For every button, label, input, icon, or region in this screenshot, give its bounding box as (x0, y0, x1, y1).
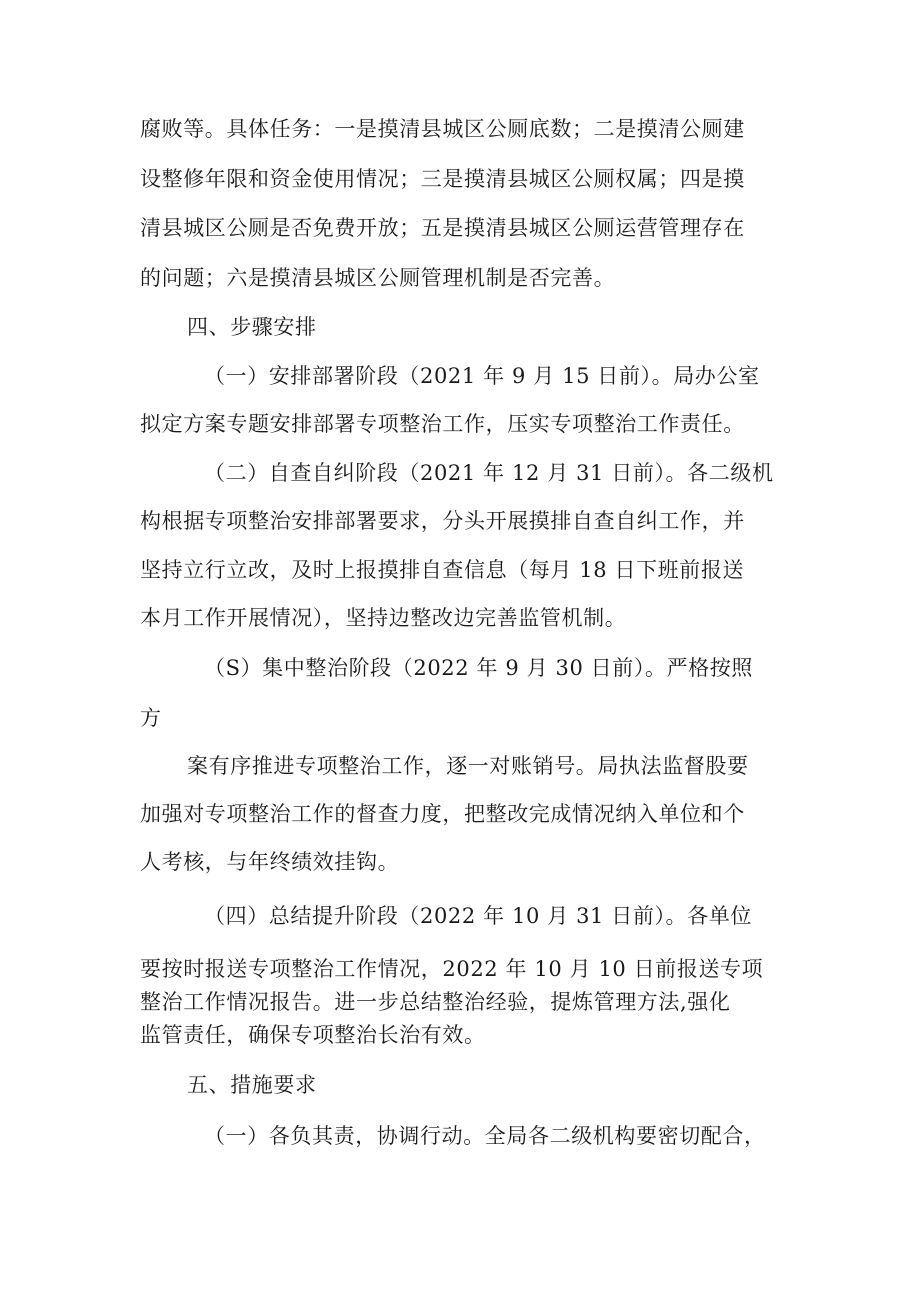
paragraph-line: 案有序推进专项整治工作，逐一对账销号。局执法监督股要 (187, 754, 749, 778)
paragraph-line: （S）集中整治阶段（2022 年 9 月 30 日前）。严格按照 (204, 656, 753, 680)
paragraph-line: 本月工作开展情况），坚持边整改边完善监管机制。 (140, 606, 627, 630)
paragraph-line: 方 (140, 706, 162, 730)
section-heading: 五、措施要求 (187, 1073, 317, 1097)
paragraph-line: 坚持立行立改，及时上报摸排自查信息（每月 18 日下班前报送 (140, 558, 745, 582)
paragraph-line: 人考核，与年终绩效挂钩。 (140, 850, 400, 874)
paragraph-line: （一）各负其责，协调行动。全局各二级机构要密切配合， (204, 1124, 766, 1148)
paragraph-line: 设整修年限和资金使用情况；三是摸清县城区公厕权属；四是摸 (140, 167, 745, 191)
paragraph-line: （二）自查自纠阶段（2021 年 12 月 31 日前）。各二级机 (204, 461, 774, 485)
paragraph-line: 监管责任，确保专项整治长治有效。 (140, 1023, 486, 1047)
section-heading: 四、步骤安排 (187, 315, 317, 339)
paragraph-line: 加强对专项整治工作的督查力度，把整改完成情况纳入单位和个 (140, 802, 745, 826)
paragraph-line: （四）总结提升阶段（2022 年 10 月 31 日前）。各单位 (204, 904, 752, 928)
paragraph-line: 腐败等。具体任务：一是摸清县城区公厕底数；二是摸清公厕建 (140, 117, 745, 141)
paragraph-line: 拟定方案专题安排部署专项整治工作，压实专项整治工作责任。 (140, 412, 745, 436)
paragraph-line: 构根据专项整治安排部署要求，分头开展摸排自查自纠工作，并 (140, 509, 745, 533)
paragraph-line: 整治工作情况报告。进一步总结整治经验，提炼管理方法,强化 (140, 990, 731, 1014)
paragraph-line: 的问题；六是摸清县城区公厕管理机制是否完善。 (140, 266, 616, 290)
paragraph-line: （一）安排部署阶段（2021 年 9 月 15 日前）。局办公室 (204, 364, 760, 388)
paragraph-line: 清县城区公厕是否免费开放；五是摸清县城区公厕运营管理存在 (140, 216, 745, 240)
paragraph-line: 要按时报送专项整治工作情况，2022 年 10 月 10 日前报送专项 (140, 957, 764, 981)
